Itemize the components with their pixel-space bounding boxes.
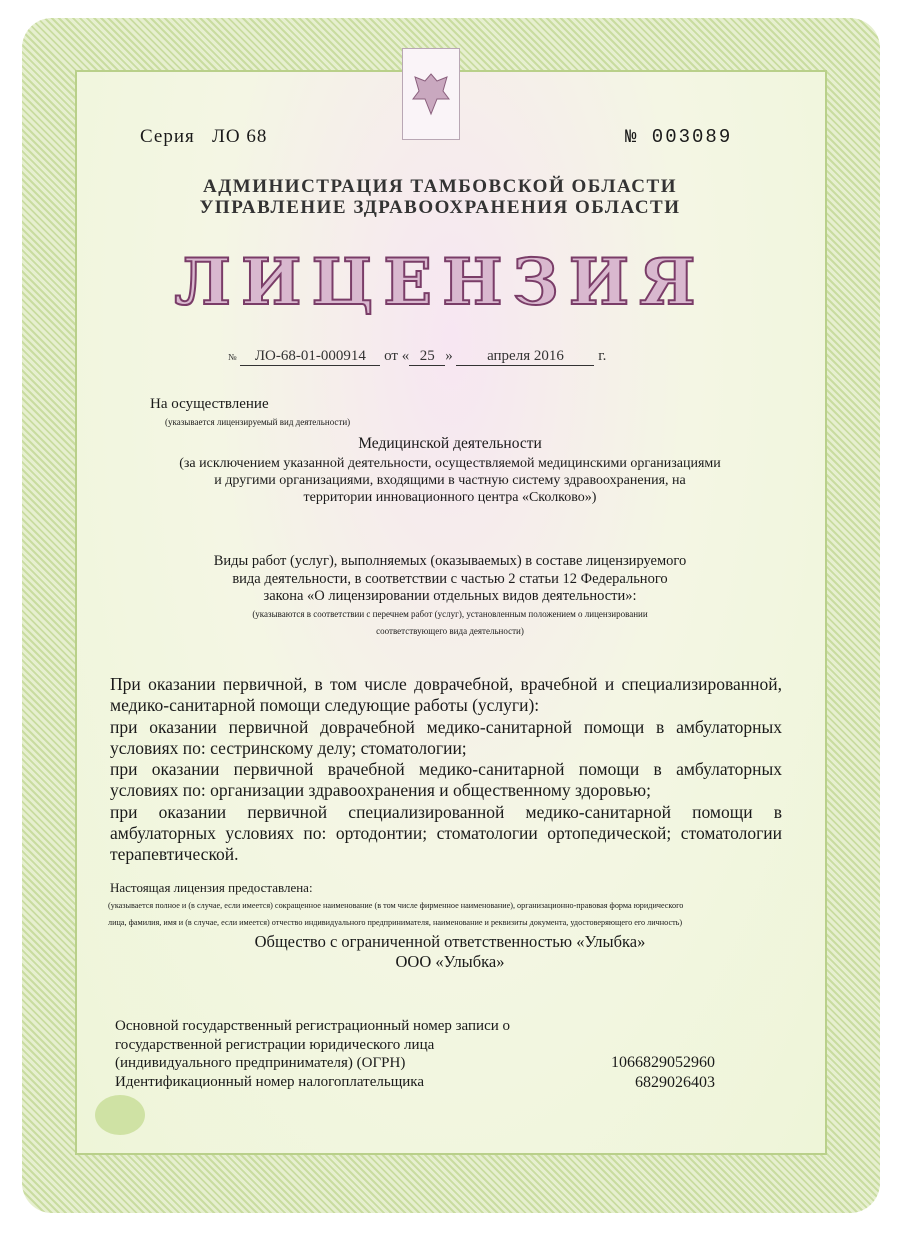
document-title: ЛИЦЕНЗИЯ <box>174 245 706 320</box>
holder-full-name: Общество с ограниченной ответственностью «Улыбка» <box>254 932 646 951</box>
ornament <box>95 1095 145 1135</box>
services-list: При оказании первичной, в том числе доврачебной, врачебной и специализированной, медико-санитарной помощи следующие работы (услуги): при оказании первичной доврачебной медико-санитарной помощи в амбулаторных условиях по: сестринскому делу; стоматологии; при оказании первичной врачебной медико-санитарной помощи в амбулаторных условиях по: организации здравоохранения и общественному здоровью; при оказании первичной специализированной медико-санитарной помощи в амбулаторных условиях по: ортодонтии; стоматологии ортопедической; стоматологии терапевтической. <box>110 674 782 865</box>
activity-label: На осуществление <box>150 396 269 412</box>
issuer-line: УПРАВЛЕНИЕ ЗДРАВООХРАНЕНИЯ ОБЛАСТИ <box>199 197 681 218</box>
activity-name: Медицинской деятельности <box>358 435 542 452</box>
holder-label: Настоящая лицензия предоставлена: <box>110 880 313 895</box>
coat-of-arms-emblem <box>402 48 460 140</box>
works-heading: Виды работ (услуг), выполняемых (оказываемых) в составе лицензируемого вида деятельности, в соответствии с частью 2 статьи 12 Федерального закона «О лицензировании отдельных видов деятельности»: <box>213 553 687 604</box>
registration-numbers <box>560 1053 715 1093</box>
holder-hint: (указывается полное и (в случае, если имеется) сокращенное наименование (в том числе фирменное наименование), организационно-правовая форма юридического лица, фамилия, имя и (в случае, если имеется) отчество индивидуального предпринимателя, наименование и реквизиты документа, удостоверяющего его личность) <box>108 901 684 927</box>
works-hint: (указываются в соответствии с перечнем работ (услуг), установленным положением о лицензировании соответствующего вида деятельности) <box>252 609 648 636</box>
registration-labels: Основной государственный регистрационный номер записи о государственной регистрации юридического лица (индивидуального предпринимателя) (ОГРН) Идентификационный номер налогоплательщика <box>115 1018 511 1090</box>
issuer-line: АДМИНИСТРАЦИЯ ТАМБОВСКОЙ ОБЛАСТИ <box>203 176 677 197</box>
series: Серия ЛО 68 <box>140 126 268 147</box>
holder-short-name: ООО «Улыбка» <box>395 952 505 971</box>
activity-hint: (указывается лицензируемый вид деятельности) <box>165 417 351 427</box>
license-number-line: № ЛО-68-01-000914 от « 25 » апреля 2016 г. <box>228 348 607 364</box>
form-number: № 003089 <box>625 126 733 148</box>
activity-note: (за исключением указанной деятельности, осуществляемой медицинскими организациями и другими организациями, входящими в частную систему здравоохранения, на территории инновационного центра «Сколково») <box>179 456 721 505</box>
ogrn: 1066829052960 <box>611 1054 715 1071</box>
inn: 6829026403 <box>635 1074 715 1091</box>
